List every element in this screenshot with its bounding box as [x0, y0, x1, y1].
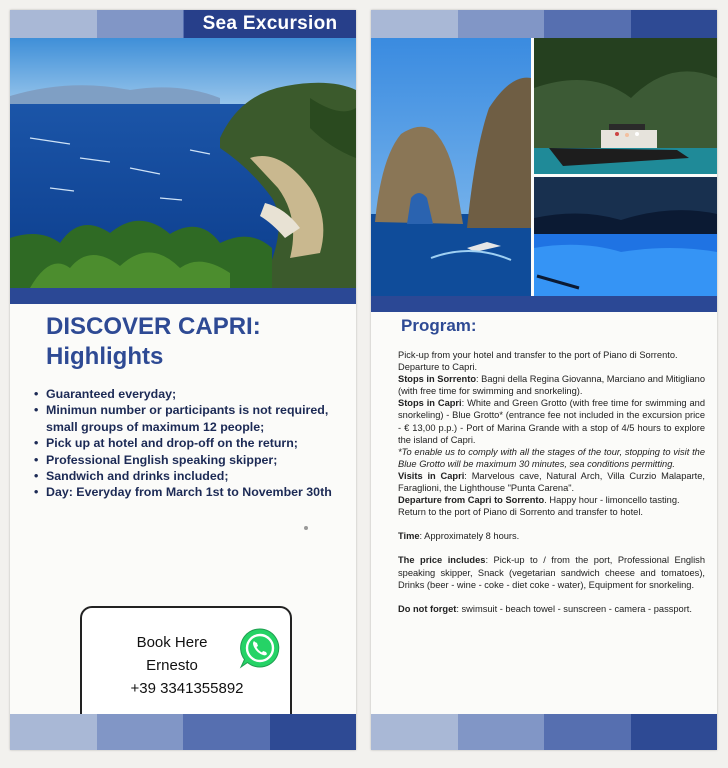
program-title: Program:: [401, 316, 477, 335]
header-band: [371, 10, 717, 38]
capri-coast-photo: [10, 38, 356, 288]
divider-band: [10, 288, 356, 304]
faraglioni-photo: [371, 38, 531, 296]
highlights-list: [34, 386, 350, 501]
program-text: Pick-up from your hotel and transfer to the port of Piano di Sorrento. Departure to Capri. Stops in Sorrento: Bagni della Regina Giovanna, Marciano and Mitigliano (with free time for swimming and snorkeling). Stops in Capri: White and Green Grotto (with free time for swimming and snorkeling) - Blue Grotto* (entrance fee not included in the excursion price - € 13,00 p.p.) - Port of Marina Grande with a stop of 4/5 hours to explore the island of Capri. *To enable us to comply with all the stages of the tour, stopping to visit the Blue Grotto will be maximum 30 minutes, sea conditions permitting. Visits in Capri: Marvelous cave, Natural Arch, Villa Curzio Malaparte, Faraglioni, the Lighthouse "Punta Carena". Departure from Capri to Sorrento. Happy hour - limoncello tasting. Return to the port of Piano di Sorrento and transfer to hotel. Time: Approximately 8 hours. The price includes: Pick-up to / from the port, Professional English speaking skipper, Snack (vegetarian sandwich cheese and tomatoes), Drinks (beer - wine - coke - diet coke - water), Equipment for snorkeling. Do not forget: swimsuit - beach towel - sunscreen - camera - passport.: [398, 350, 706, 614]
header-title: Sea Excursion: [184, 10, 356, 38]
list-item: • Sandwich and drinks included;: [34, 468, 350, 484]
whatsapp-icon[interactable]: [238, 626, 282, 670]
phone-number[interactable]: +39 3341355892: [130, 680, 244, 697]
booking-box[interactable]: [80, 606, 292, 730]
list-item: • Guaranteed everyday;: [34, 386, 350, 402]
footer-band: [10, 714, 356, 750]
list-item: • Minimun number or participants is not required, small groups of maximum 12 people;: [34, 402, 350, 435]
right-panel: [371, 10, 717, 750]
photo-collage: [371, 38, 717, 296]
contact-name: Ernesto: [146, 657, 198, 674]
discover-heading: DISCOVER CAPRI: Highlights: [46, 313, 261, 370]
divider-band: [371, 296, 717, 312]
boat-photo: [534, 38, 717, 174]
footer-band: [371, 714, 717, 750]
list-item: • Professional English speaking skipper;: [34, 452, 350, 468]
list-item: • Day: Everyday from March 1st to November 30th: [34, 484, 350, 500]
left-panel: [10, 10, 356, 750]
list-item: • Pick up at hotel and drop-off on the return;: [34, 435, 350, 451]
decorative-dot: [304, 526, 308, 530]
book-here-label: Book Here: [136, 634, 208, 651]
blue-grotto-photo: [534, 177, 717, 296]
